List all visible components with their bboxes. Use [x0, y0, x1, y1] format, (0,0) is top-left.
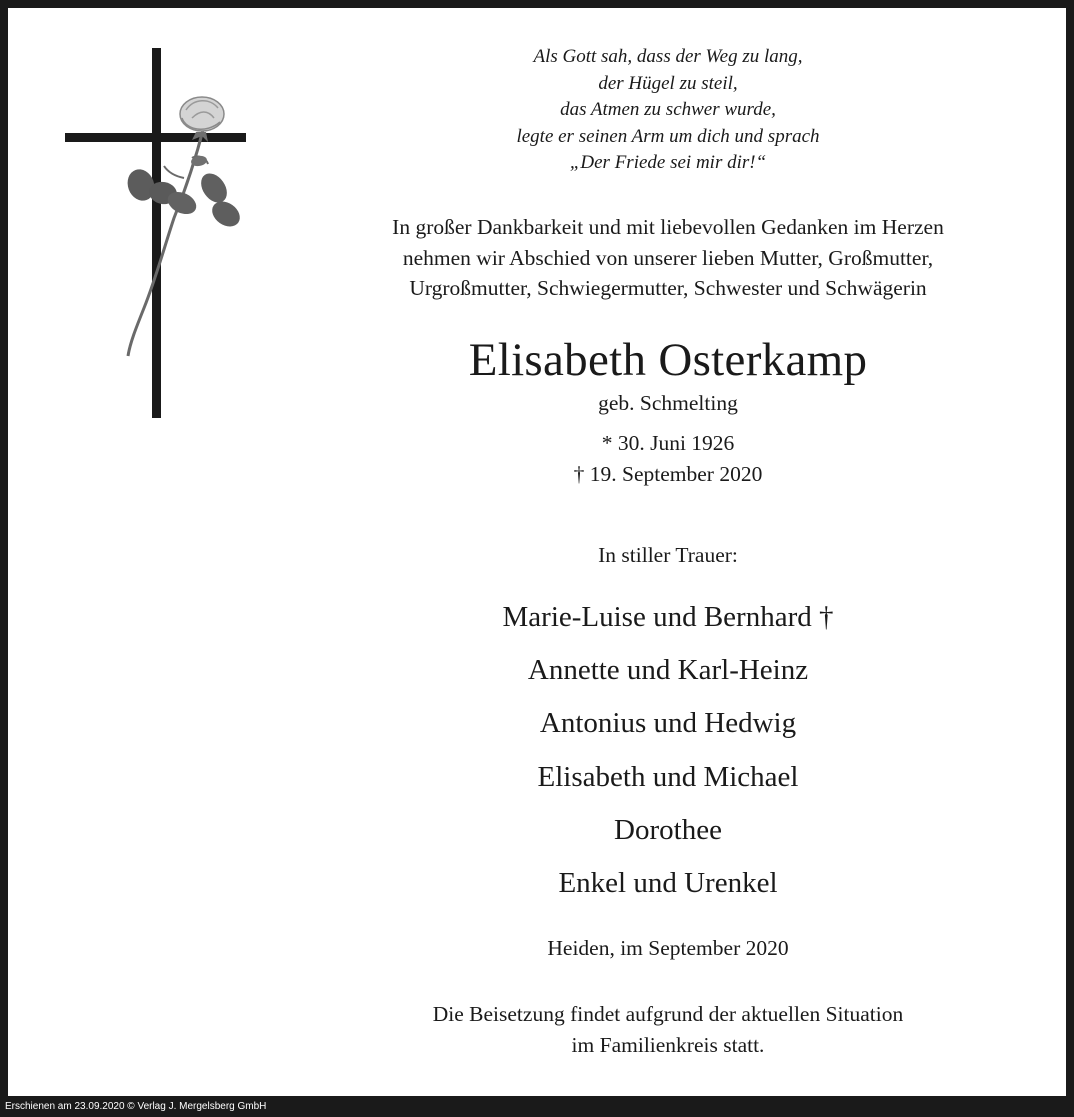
poem-line: das Atmen zu schwer wurde,	[560, 99, 776, 120]
burial-line: Die Beisetzung findet aufgrund der aktuellen Situation	[432, 1002, 904, 1026]
mourner-name: Elisabeth und Michael	[537, 760, 799, 793]
poem-line: Als Gott sah, dass der Weg zu lang,	[533, 46, 803, 67]
cross-with-rose	[56, 48, 246, 423]
mourner-name: Dorothee	[614, 813, 722, 846]
mourner-name: Marie-Luise und Bernhard †	[502, 601, 834, 633]
mourner-name: Antonius und Hedwig	[539, 707, 797, 740]
intro-line: Urgroßmutter, Schwiegermutter, Schwester und Schwägerin	[409, 276, 927, 300]
deceased-name: Elisabeth Osterkamp	[468, 334, 868, 386]
poem	[328, 44, 1008, 177]
mourner-name: Enkel und Urenkel	[558, 867, 778, 900]
burial-line: im Familienkreis statt.	[571, 1032, 765, 1057]
place-date: Heiden, im September 2020	[547, 936, 789, 960]
mourning-title: In stiller Trauer:	[598, 543, 738, 567]
poem-line: der Hügel zu steil,	[598, 72, 738, 94]
burial-notice	[328, 999, 1008, 1060]
birth-date: * 30. Juni 1926	[601, 431, 735, 455]
obituary-notice	[8, 8, 1066, 1096]
intro-line: nehmen wir Abschied von unserer lieben Mutter, Großmutter,	[402, 245, 934, 270]
poem-line: legte er seinen Arm um dich und sprach	[516, 125, 820, 147]
death-date: † 19. September 2020	[573, 461, 763, 486]
cross-icon	[56, 48, 246, 423]
maiden-name: geb. Schmelting	[598, 391, 738, 415]
life-dates	[328, 428, 1008, 489]
intro-text	[328, 212, 1008, 304]
intro-line: In großer Dankbarkeit und mit liebevollen Gedanken im Herzen	[392, 215, 944, 239]
poem-line: „Der Friede sei mir dir!“	[569, 152, 767, 173]
mourner-name: Annette und Karl-Heinz	[527, 654, 809, 687]
publication-footer: Erschienen am 23.09.2020 © Verlag J. Mergelsberg GmbH	[5, 1101, 267, 1112]
mourners-list	[328, 591, 1008, 910]
